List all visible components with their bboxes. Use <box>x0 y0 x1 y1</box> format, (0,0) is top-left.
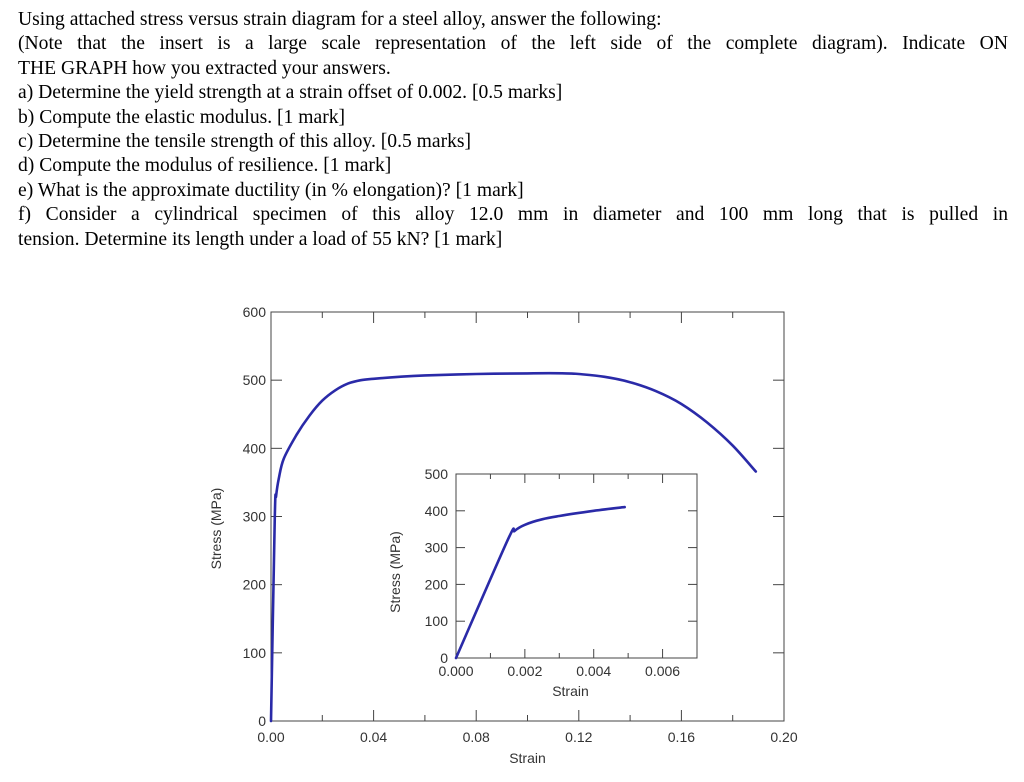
inset-y-tick-label: 400 <box>424 502 448 519</box>
main-x-axis-title: Strain <box>509 750 546 766</box>
main-x-tick-label: 0.04 <box>359 729 388 745</box>
question-part-a: a) Determine the yield strength at a strain offset of 0.002. [0.5 marks] <box>18 82 563 104</box>
main-y-tick-label: 500 <box>242 372 266 389</box>
inset-y-tick-label: 100 <box>424 613 448 630</box>
inset-x-tick-label: 0.004 <box>576 663 612 679</box>
main-y-axis-title: Stress (MPa) <box>208 487 224 570</box>
question-part-f-line-1: f) Consider a cylindrical specimen of this alloy 12.0 mm in diameter and 100 mm long that is pulled in <box>18 204 1008 226</box>
main-y-tick-label: 200 <box>242 576 266 593</box>
main-y-tick-label: 100 <box>242 644 266 661</box>
inset-x-tick-label: 0.000 <box>438 663 474 679</box>
main-x-tick-label: 0.08 <box>462 729 490 745</box>
question-part-c: c) Determine the tensile strength of this alloy. [0.5 marks] <box>18 131 472 153</box>
question-part-d: d) Compute the modulus of resilience. [1 mark] <box>18 155 392 177</box>
main-y-tick-label: 400 <box>242 440 266 457</box>
main-x-tick-label: 0.20 <box>770 729 798 745</box>
question-part-b: b) Compute the elastic modulus. [1 mark] <box>18 106 346 128</box>
question-intro: Using attached stress versus strain diagram for a steel alloy, answer the following: <box>18 9 662 30</box>
inset-plot-frame <box>456 474 697 658</box>
inset-x-tick-label: 0.002 <box>507 663 543 679</box>
question-note-line-2: THE GRAPH how you extracted your answers. <box>18 57 391 79</box>
inset-y-tick-label: 300 <box>424 539 448 556</box>
main-y-tick-label: 300 <box>242 508 266 525</box>
inset-x-tick-label: 0.006 <box>645 663 681 679</box>
inset-y-tick-label: 0 <box>440 650 448 666</box>
inset-y-axis-title: Stress (MPa) <box>387 531 403 613</box>
inset-y-tick-label: 200 <box>424 576 448 593</box>
question-part-f-line-2: tension. Determine its length under a load of 55 kN? [1 mark] <box>18 228 503 250</box>
question-part-e: e) What is the approximate ductility (in % elongation)? [1 mark] <box>18 179 524 201</box>
main-y-tick-label: 0 <box>258 713 266 729</box>
inset-x-axis-title: Strain <box>552 683 589 699</box>
inset-y-tick-label: 500 <box>424 466 448 482</box>
main-x-tick-label: 0.00 <box>257 729 285 745</box>
question-note-line-1: (Note that the insert is a large scale representation of the left side of the complete diagram). Indicate ON <box>18 33 1008 55</box>
main-x-tick-label: 0.16 <box>667 729 696 745</box>
main-x-tick-label: 0.12 <box>565 729 593 745</box>
main-y-tick-label: 600 <box>242 304 266 320</box>
